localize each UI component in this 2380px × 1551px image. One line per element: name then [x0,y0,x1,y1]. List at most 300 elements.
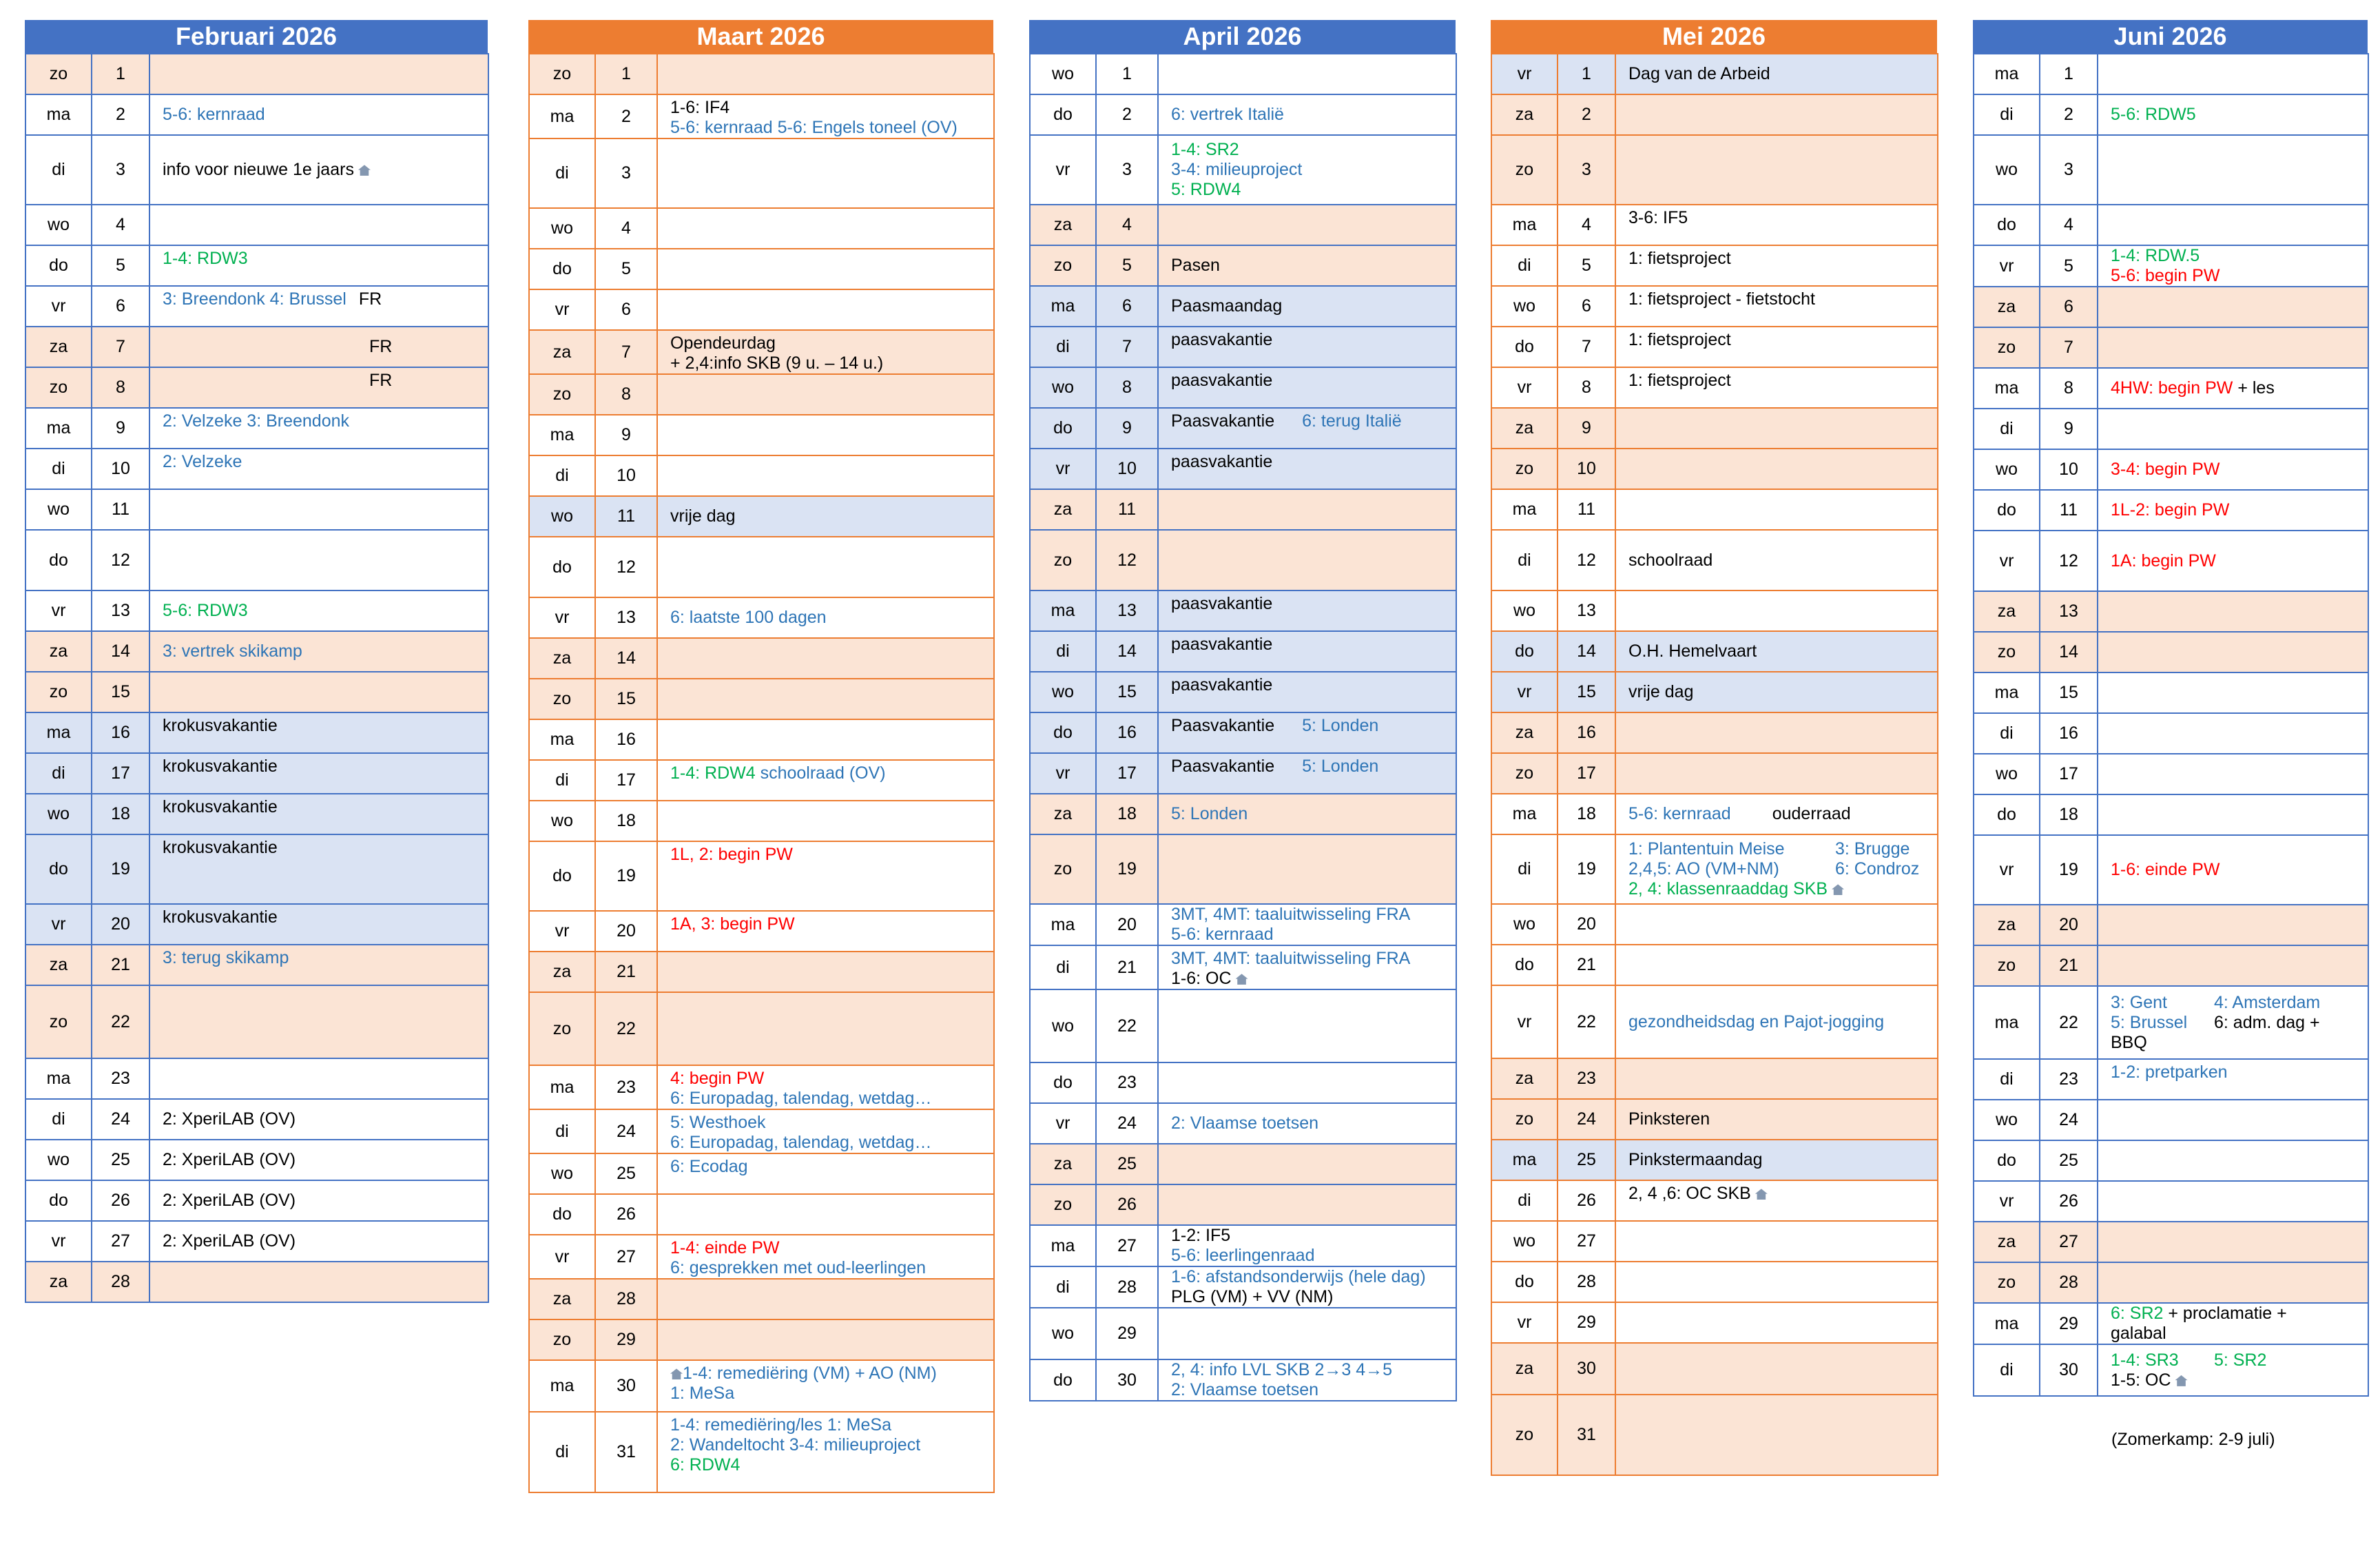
weekday: di [1974,1059,2040,1100]
day-number: 2 [1558,94,1615,135]
weekday: zo [529,54,595,94]
day-row [1030,631,1456,672]
day-row [1030,327,1456,367]
events [1158,712,1456,753]
event-line [1171,105,1456,125]
day-number: 19 [595,841,657,911]
events [2098,205,2368,245]
day-number: 20 [1558,904,1615,945]
events [149,489,488,530]
weekday: za [1491,94,1558,135]
events [1615,753,1938,794]
day-row [529,374,994,415]
event-text: vrije dag [1628,682,1694,701]
weekday: di [25,135,92,205]
event-line [1171,1246,1456,1266]
event-line [670,1113,993,1133]
event-line [1171,371,1456,391]
event-line [163,1231,488,1251]
weekday: wo [1974,449,2040,490]
home-icon [1236,974,1248,985]
weekday: di [1491,834,1558,904]
events [1158,449,1456,489]
day-number: 29 [1096,1308,1158,1359]
day-number: 28 [1096,1266,1158,1308]
event-text: O.H. Hemelvaart [1628,641,1757,661]
events [2098,94,2368,135]
day-row [1974,1222,2368,1262]
day-number: 8 [2040,368,2098,409]
day-row [1030,712,1456,753]
weekday: za [25,945,92,985]
weekday: di [1974,94,2040,135]
day-number: 26 [595,1194,657,1235]
day-row [25,245,488,286]
day-row [1491,834,1938,904]
day-row [529,911,994,952]
event-extra: FR [358,289,382,309]
weekday: vr [1974,835,2040,905]
weekday: vr [25,904,92,945]
day-row [1974,327,2368,368]
day-number: 3 [595,138,657,208]
events [1158,367,1456,408]
events [1158,286,1456,327]
day-row [1974,135,2368,205]
month-title: Februari 2026 [25,20,488,53]
event-text: 2: Vlaamse toetsen [1171,1380,1319,1399]
event-line [670,1069,993,1089]
month-title: April 2026 [1029,20,1456,53]
event-text: Paasvakantie [1171,716,1275,735]
day-row [1491,945,1938,985]
event-line [1171,905,1456,925]
day-row [1491,135,1938,205]
events [1615,1180,1938,1221]
event-text: 5-6: kernraad [1171,925,1274,944]
day-row [1030,54,1456,94]
event-text: 6: gesprekken met oud-leerlingen [670,1258,927,1277]
day-row [25,834,488,904]
day-number: 13 [595,597,657,638]
weekday: zo [1491,1395,1558,1475]
day-row [1491,1140,1938,1180]
event-line [2111,1324,2368,1344]
event-text: krokusvakantie [163,907,278,927]
events [1615,135,1938,205]
day-number: 5 [92,245,149,286]
event-text: 2: Vlaamse toetsen [1171,1113,1319,1133]
day-row [529,208,994,249]
day-number: 19 [2040,835,2098,905]
events [657,537,994,597]
day-row [1974,490,2368,531]
day-number: 6 [2040,287,2098,327]
events [149,1221,488,1262]
event-line [670,1133,993,1153]
day-number: 20 [2040,905,2098,945]
events [1158,327,1456,367]
events [2098,754,2368,794]
events [2098,672,2368,713]
events [149,753,488,794]
event-text: gezondheidsdag en Pajot-jogging [1628,1011,1885,1031]
event-text: 5: Westhoek [670,1113,766,1132]
events [657,1235,994,1279]
weekday: do [529,249,595,289]
day-number: 17 [1096,753,1158,794]
day-row [529,1109,994,1153]
event-line [670,1435,993,1455]
event-extra: + les [2233,378,2275,398]
day-number: 25 [595,1153,657,1194]
weekday: wo [1030,54,1096,94]
day-row [1974,1100,2368,1140]
day-number: 27 [92,1221,149,1262]
weekday: zo [529,992,595,1065]
event-line [1628,551,1937,571]
event-line [670,506,993,526]
events [1615,712,1938,753]
event-text: 6: SR2 [2111,1304,2164,1323]
event-line [1171,330,1456,350]
day-number: 4 [595,208,657,249]
day-row [25,590,488,631]
day-row [529,719,994,760]
weekday: ma [529,1065,595,1109]
weekday: zo [25,672,92,712]
event-line [2111,378,2368,398]
weekday: zo [25,985,92,1058]
day-row [529,249,994,289]
event-text: Pasen [1171,256,1220,275]
day-row [1491,1395,1938,1475]
weekday: wo [1974,1100,2040,1140]
weekday: zo [1974,945,2040,986]
weekday: wo [25,489,92,530]
event-extra: 3: Brugge [1835,839,1910,859]
events [1615,1343,1938,1395]
event-text: Paasmaandag [1171,296,1283,316]
event-line [670,763,993,783]
day-row [1974,1344,2368,1396]
weekday: wo [25,794,92,834]
day-row [1030,408,1456,449]
day-number: 18 [1558,794,1615,834]
day-number: 30 [1558,1343,1615,1395]
event-line [670,353,993,373]
weekday: vr [1974,531,2040,591]
event-text: 1: MeSa [670,1384,735,1403]
event-line [1171,1380,1456,1400]
weekday: wo [1030,989,1096,1062]
event-line [670,1238,993,1258]
day-row [25,1099,488,1140]
day-number: 10 [1558,449,1615,489]
weekday: vr [1030,753,1096,794]
weekday: za [25,327,92,367]
day-row [1974,794,2368,835]
day-row [1491,631,1938,672]
event-line [1628,641,1937,661]
day-row [1974,905,2368,945]
footnote: (Zomerkamp: 2-9 juli) [2111,1430,2275,1449]
day-number: 1 [2040,54,2098,94]
day-row [529,760,994,801]
events [1158,834,1456,904]
day-row [1491,1221,1938,1262]
events [657,1412,994,1492]
event-line [2111,1304,2368,1324]
event-text: Opendeurdag [670,333,776,353]
day-number: 21 [1558,945,1615,985]
weekday: za [529,952,595,992]
weekday: ma [1491,1140,1558,1180]
day-row [1030,367,1456,408]
event-text: 1A, 3: begin PW [670,914,795,934]
day-number: 16 [92,712,149,753]
day-row [25,1221,488,1262]
weekday: ma [529,94,595,138]
event-line [670,1415,993,1435]
event-text: 2: XperiLAB (OV) [163,1231,296,1251]
event-text: 4HW: begin PW [2111,378,2233,398]
weekday: za [529,1279,595,1319]
day-row [1030,135,1456,205]
month-3 [1491,20,1937,1476]
day-row [1974,368,2368,409]
day-number: 3 [92,135,149,205]
event-text: 2, 4: klassenraaddag SKB [1628,879,1828,898]
event-extra: 5: Londen [1302,757,1379,776]
weekday: wo [1974,135,2040,205]
events [2098,287,2368,327]
weekday: di [1491,530,1558,590]
day-row [529,415,994,455]
day-number: 22 [2040,986,2098,1059]
weekday: do [1491,631,1558,672]
day-number: 11 [92,489,149,530]
event-text: krokusvakantie [163,716,278,735]
event-line [163,838,488,858]
weekday: ma [1030,286,1096,327]
day-row [529,496,994,537]
day-number: 30 [2040,1344,2098,1396]
event-line [1628,330,1937,350]
day-row [1974,1140,2368,1181]
day-number: 20 [595,911,657,952]
events [149,904,488,945]
event-line [1171,804,1456,824]
events [1158,590,1456,631]
day-number: 11 [1558,489,1615,530]
event-line [1171,1267,1456,1287]
weekday: di [1974,409,2040,449]
weekday: zo [25,54,92,94]
weekday: ma [1030,590,1096,631]
day-row [25,449,488,489]
event-line [1628,839,1937,859]
day-row [25,54,488,94]
weekday: za [25,1262,92,1302]
event-text: 1L-2: begin PW [2111,500,2230,520]
event-text: 1-6: IF4 [670,98,730,117]
day-row [1974,531,2368,591]
day-row [25,1262,488,1302]
event-line [163,105,488,125]
day-number: 25 [1558,1140,1615,1180]
day-number: 12 [2040,531,2098,591]
event-line [1628,371,1937,391]
weekday: vr [25,590,92,631]
event-text: 1-2: IF5 [1171,1226,1231,1245]
month-title: Maart 2026 [528,20,993,53]
event-text: 1-5: OC [2111,1370,2171,1390]
event-line [2111,246,2368,266]
day-number: 23 [1558,1058,1615,1099]
event-text: 5-6: leerlingenraad [1171,1246,1315,1265]
events [149,590,488,631]
event-line [670,1384,993,1404]
month-title: Juni 2026 [1973,20,2368,53]
day-row [529,597,994,638]
weekday: ma [1030,904,1096,945]
events [657,138,994,208]
day-number: 5 [1096,245,1158,286]
event-text: Dag van de Arbeid [1628,64,1770,83]
event-line [1171,256,1456,276]
event-text: Paasvakantie [1171,411,1275,431]
event-text: 6: Ecodag [670,1157,748,1176]
day-number: 17 [1558,753,1615,794]
day-row [1030,1144,1456,1184]
weekday: di [25,753,92,794]
events [1615,1058,1938,1099]
events [1158,672,1456,712]
events [657,1153,994,1194]
day-number: 19 [1558,834,1615,904]
day-number: 21 [595,952,657,992]
events [1615,205,1938,245]
day-number: 13 [2040,591,2098,632]
day-number: 24 [595,1109,657,1153]
events [149,94,488,135]
day-row [1491,94,1938,135]
events [1615,1395,1938,1475]
day-row [1974,54,2368,94]
event-text: 4: begin PW [670,1069,765,1088]
event-line [163,1150,488,1170]
day-number: 11 [1096,489,1158,530]
day-number: 12 [595,537,657,597]
day-row [1491,205,1938,245]
day-row [1491,712,1938,753]
event-line [163,716,488,736]
weekday: ma [25,712,92,753]
event-text: 2: XperiLAB (OV) [163,1191,296,1210]
day-row [1030,1308,1456,1359]
event-line [1628,64,1937,84]
weekday: di [1491,245,1558,286]
event-text: 3-4: begin PW [2111,460,2220,479]
events [657,415,994,455]
day-row [25,985,488,1058]
weekday: wo [25,205,92,245]
day-number: 26 [92,1180,149,1221]
event-line [1171,1360,1456,1380]
day-number: 6 [1096,286,1158,327]
event-text: 5-6: RDW5 [2111,105,2196,124]
events [657,54,994,94]
events [2098,945,2368,986]
event-line [163,1191,488,1211]
weekday: di [529,1109,595,1153]
weekday: wo [1030,367,1096,408]
day-row [1491,1058,1938,1099]
event-text: + 2,4:info SKB (9 u. – 14 u.) [670,353,884,373]
day-number: 16 [1096,712,1158,753]
day-row [1030,1062,1456,1103]
day-number: 25 [2040,1140,2098,1181]
event-text: 2: XperiLAB (OV) [163,1150,296,1169]
day-row [1030,245,1456,286]
events [149,631,488,672]
event-line [2111,1370,2368,1390]
day-row [1974,1181,2368,1222]
event-line [163,371,488,391]
day-number: 23 [1096,1062,1158,1103]
event-line [2111,1062,2368,1082]
event-text: Pinkstermaandag [1628,1150,1763,1169]
event-line [163,337,488,357]
weekday: di [529,1412,595,1492]
day-number: 25 [92,1140,149,1180]
events [657,208,994,249]
day-row [25,672,488,712]
events [2098,1303,2368,1344]
day-number: 5 [2040,245,2098,287]
events [1615,1262,1938,1302]
weekday: zo [1030,1184,1096,1225]
day-number: 7 [1558,327,1615,367]
event-text: galabal [2111,1324,2166,1343]
weekday: wo [1491,1221,1558,1262]
day-row [529,289,994,330]
events [2098,1059,2368,1100]
day-row [1030,94,1456,135]
event-line [1628,1184,1937,1204]
weekday: wo [1491,590,1558,631]
day-row [25,1058,488,1099]
day-number: 2 [595,94,657,138]
event-text: 1A: begin PW [2111,551,2216,571]
events [657,992,994,1065]
day-row [1491,530,1938,590]
events [1615,945,1938,985]
day-row [25,530,488,590]
day-row [529,1065,994,1109]
day-row [529,138,994,208]
event-line [1628,289,1937,309]
day-number: 1 [1558,54,1615,94]
weekday: wo [1974,754,2040,794]
day-number: 6 [92,286,149,327]
event-text: 6: Europadag, talendag, wetdag… [670,1133,932,1152]
day-row [1491,54,1938,94]
day-row [1030,590,1456,631]
day-row [529,679,994,719]
weekday: vr [1491,54,1558,94]
